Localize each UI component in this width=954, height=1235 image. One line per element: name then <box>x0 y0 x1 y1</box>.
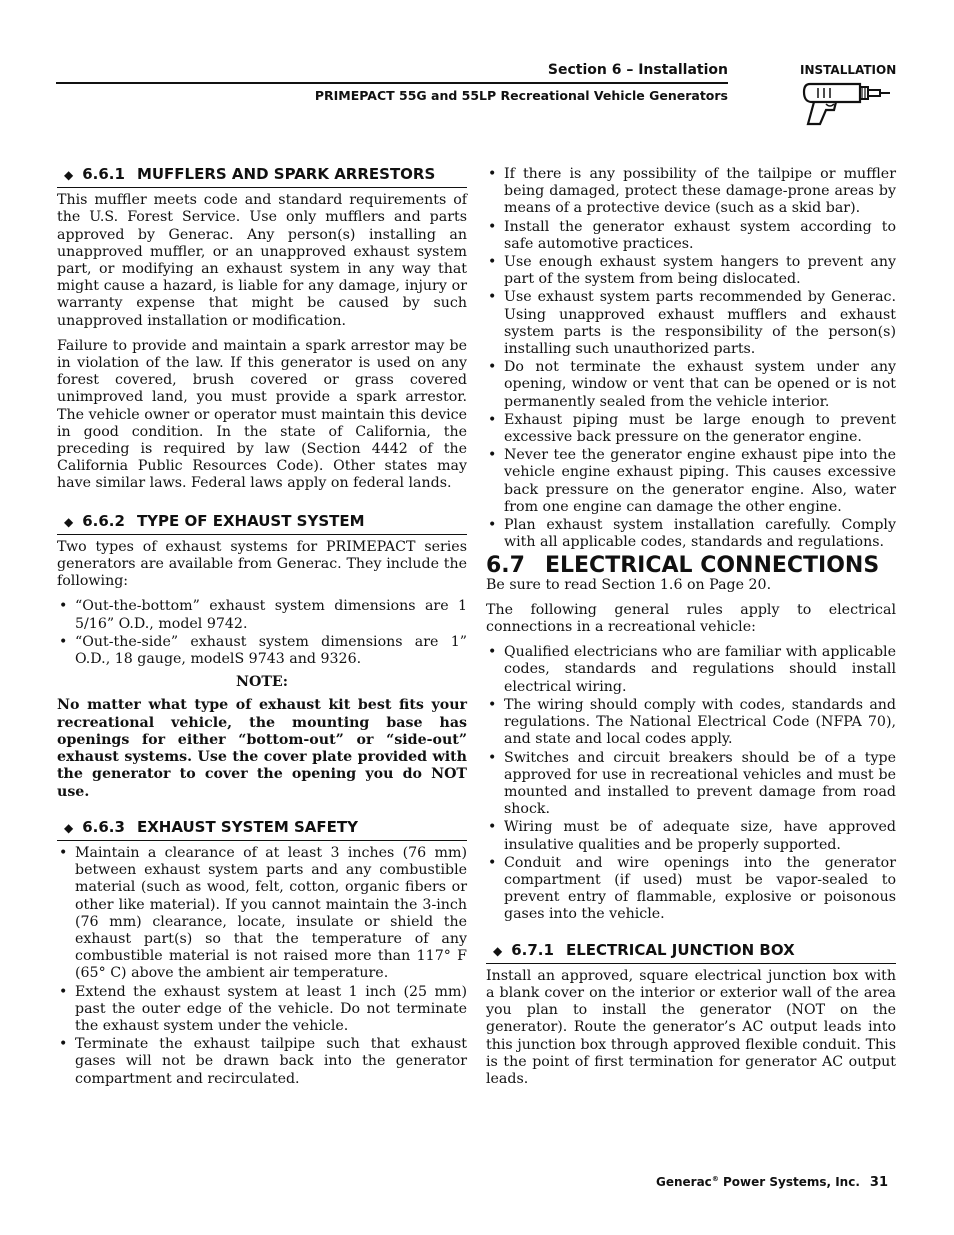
heading-text: EXHAUST SYSTEM SAFETY <box>136 817 358 836</box>
exhaust-safety-list <box>57 845 467 1088</box>
heading-number: 6.6.2 <box>82 511 125 530</box>
bullet-icon: • <box>488 749 497 766</box>
bullet-icon: • <box>488 819 497 836</box>
list-item: • “Out-the-bottom” exhaust system dimensions are 1 5/16” O.D., model 9742. <box>59 598 467 632</box>
diamond-icon: ◆ <box>493 943 503 958</box>
heading-6-6-2 <box>57 513 467 535</box>
heading-number: 6.7.1 <box>511 940 554 959</box>
right-column <box>486 166 896 1096</box>
heading-number: 6.6.1 <box>82 165 125 183</box>
spacer <box>486 930 896 942</box>
list-item: • Do not terminate the exhaust system under any opening, window or vent that can be opened or is not permanently sealed from the vehicle interior. <box>488 359 896 410</box>
note-text: No matter what type of exhaust kit best fits your recreational vehicle, the mounting base has openings for either “bottom-out” or “side-out” exhaust systems. Use the cover plate provided with the generator to cover the opening you do NOT use. <box>57 697 467 800</box>
bullet-icon: • <box>488 289 497 306</box>
installation-badge-label: INSTALLATION <box>800 63 897 77</box>
bullet-icon: • <box>488 696 497 713</box>
heading-6-6-1 <box>57 166 467 188</box>
bullet-icon: • <box>59 983 68 1000</box>
registered-mark: ® <box>711 1175 719 1183</box>
list-item: • Extend the exhaust system at least 1 inch (25 mm) past the outer edge of the vehicle. Do not terminate the exhaust system under the vehicle. <box>59 983 467 1034</box>
bullet-icon: • <box>488 854 497 871</box>
bullet-icon: • <box>488 218 497 235</box>
company-name: Generac <box>656 1175 712 1189</box>
exhaust-safety-list-continued <box>486 166 896 551</box>
company-name-rest: Power Systems, Inc. <box>718 1175 860 1189</box>
heading-number: 6.7 <box>486 553 525 579</box>
bullet-icon: • <box>488 254 497 271</box>
heading-text: ELECTRICAL CONNECTIONS <box>544 553 880 579</box>
paragraph: Two types of exhaust systems for PRIMEPACT series generators are available from Generac. They include the following: <box>57 538 467 590</box>
heading-number: 6.6.3 <box>82 817 125 836</box>
list-item: • Wiring must be of adequate size, have approved insulative qualities and be properly supported. <box>488 819 896 853</box>
paragraph: The following general rules apply to electrical connections in a recreational vehicle: <box>486 601 896 636</box>
diamond-icon: ◆ <box>64 820 74 835</box>
list-item: • Install the generator exhaust system according to safe automotive practices. <box>488 218 896 252</box>
bullet-icon: • <box>488 644 497 661</box>
note-title: NOTE: <box>236 674 288 691</box>
bullet-icon: • <box>488 411 497 428</box>
diamond-icon: ◆ <box>64 168 74 182</box>
paragraph: Install an approved, square electrical junction box with a blank cover on the interior or exterior wall of the area you plan to install the generator (NOT on the generator). Route the generator’s AC output leads into this junction box through approved flexible conduit. This is the point of first termination for generator AC output leads. <box>486 967 896 1087</box>
bullet-icon: • <box>488 359 497 376</box>
list-item: • “Out-the-side” exhaust system dimensions are 1” O.D., 18 gauge, modelS 9743 and 9326. <box>59 633 467 668</box>
bullet-icon: • <box>59 844 68 861</box>
document-subtitle: PRIMEPACT 55G and 55LP Recreational Vehicle Generators <box>314 88 728 103</box>
list-item: • Terminate the exhaust tailpipe such that exhaust gases will not be drawn back into the generator compartment and recirculated. <box>59 1036 467 1087</box>
bullet-icon: • <box>59 1036 68 1053</box>
list-item: • Plan exhaust system installation carefully. Comply with all applicable codes, standards and regulations. <box>488 517 896 551</box>
paragraph: Failure to provide and maintain a spark arrestor may be in violation of the law. If this generator is used on any forest covered, brush covered or grass covered unimproved land, you must provide a spark arrestor. The vehicle owner or operator must maintain this device in good condition. In the state of California, the preceding is required by law (Section 4442 of the California Public Resources Code). Other states may have similar laws. Federal laws apply on federal lands. <box>57 337 467 492</box>
list-item: • Maintain a clearance of at least 3 inches (76 mm) between exhaust system parts and any combustible material (such as wood, felt, cotton, organic fibers or other like material). If you cannot maintain the 3-inch (76 mm) clearance, locate, insulate or shield the exhaust part(s) so that the temperature of any combustible material is not raised more than 117° F (65° C) above the ambient air temperature. <box>59 844 467 982</box>
list-item: • Qualified electricians who are familiar with applicable codes, standards and regulations should install electrical wiring. <box>488 644 896 695</box>
list-item: • Exhaust piping must be large enough to prevent excessive back pressure on the generator engine. <box>488 411 896 446</box>
list-item: • Never tee the generator engine exhaust pipe into the vehicle engine exhaust piping. This causes excessive back pressure on the generator engine. Also, water from one engine can damage the other engine. <box>488 447 896 515</box>
heading-text: MUFFLERS AND SPARK ARRESTORS <box>136 165 436 183</box>
list-item: • If there is any possibility of the tailpipe or muffler being damaged, protect these damage-prone areas by means of a protective device (such as a skid bar). <box>488 166 896 217</box>
paragraph: This muffler meets code and standard requirements of the U.S. Forest Service. Use only mufflers and parts approved by Generac. Any person(s) installing an unapproved muffler, or an unapproved exhaust system part, or modifying an exhaust system in any way that might cause a hazard, is liable for any damage, injury or warranty expense that might be caused by such unapproved installation or modification. <box>57 192 467 329</box>
drill-icon <box>800 76 892 128</box>
list-item: • Use enough exhaust system hangers to prevent any part of the system from being dislocated. <box>488 254 896 288</box>
heading-text: TYPE OF EXHAUST SYSTEM <box>136 511 365 530</box>
page-number: 31 <box>869 1175 888 1190</box>
list-item: • The wiring should comply with codes, standards and regulations. The National Electrical Code (NFPA 70), and state and local codes apply. <box>488 696 896 748</box>
section-title: Section 6 – Installation <box>547 62 728 78</box>
list-item: • Switches and circuit breakers should be of a type approved for use in recreational vehicles and must be mounted and installed to prevent damage from road shock. <box>488 749 896 818</box>
bullet-icon: • <box>488 517 497 534</box>
bullet-icon: • <box>488 166 497 182</box>
list-item: • Use exhaust system parts recommended by Generac. Using unapproved exhaust mufflers and exhaust system parts is the responsibility of the person(s) installing such unauthorized parts. <box>488 289 896 358</box>
bullet-icon: • <box>59 598 68 615</box>
header-rule <box>56 82 728 84</box>
page-footer <box>656 1175 888 1190</box>
diamond-icon: ◆ <box>64 514 74 529</box>
paragraph: Be sure to read Section 1.6 on Page 20. <box>486 576 772 593</box>
heading-6-7-1 <box>486 942 896 964</box>
left-column <box>57 166 467 1094</box>
exhaust-type-list <box>57 598 467 668</box>
list-item: • Conduit and wire openings into the generator compartment (if used) must be vapor-sealed to prevent entry of flammable, explosive or poisonous gases into the vehicle. <box>488 854 896 923</box>
heading-6-6-3 <box>57 819 467 841</box>
electrical-rules-list <box>486 644 896 923</box>
heading-text: ELECTRICAL JUNCTION BOX <box>565 940 795 959</box>
bullet-icon: • <box>488 447 497 464</box>
heading-6-7 <box>486 553 896 579</box>
bullet-icon: • <box>59 633 68 650</box>
spacer <box>57 501 467 513</box>
